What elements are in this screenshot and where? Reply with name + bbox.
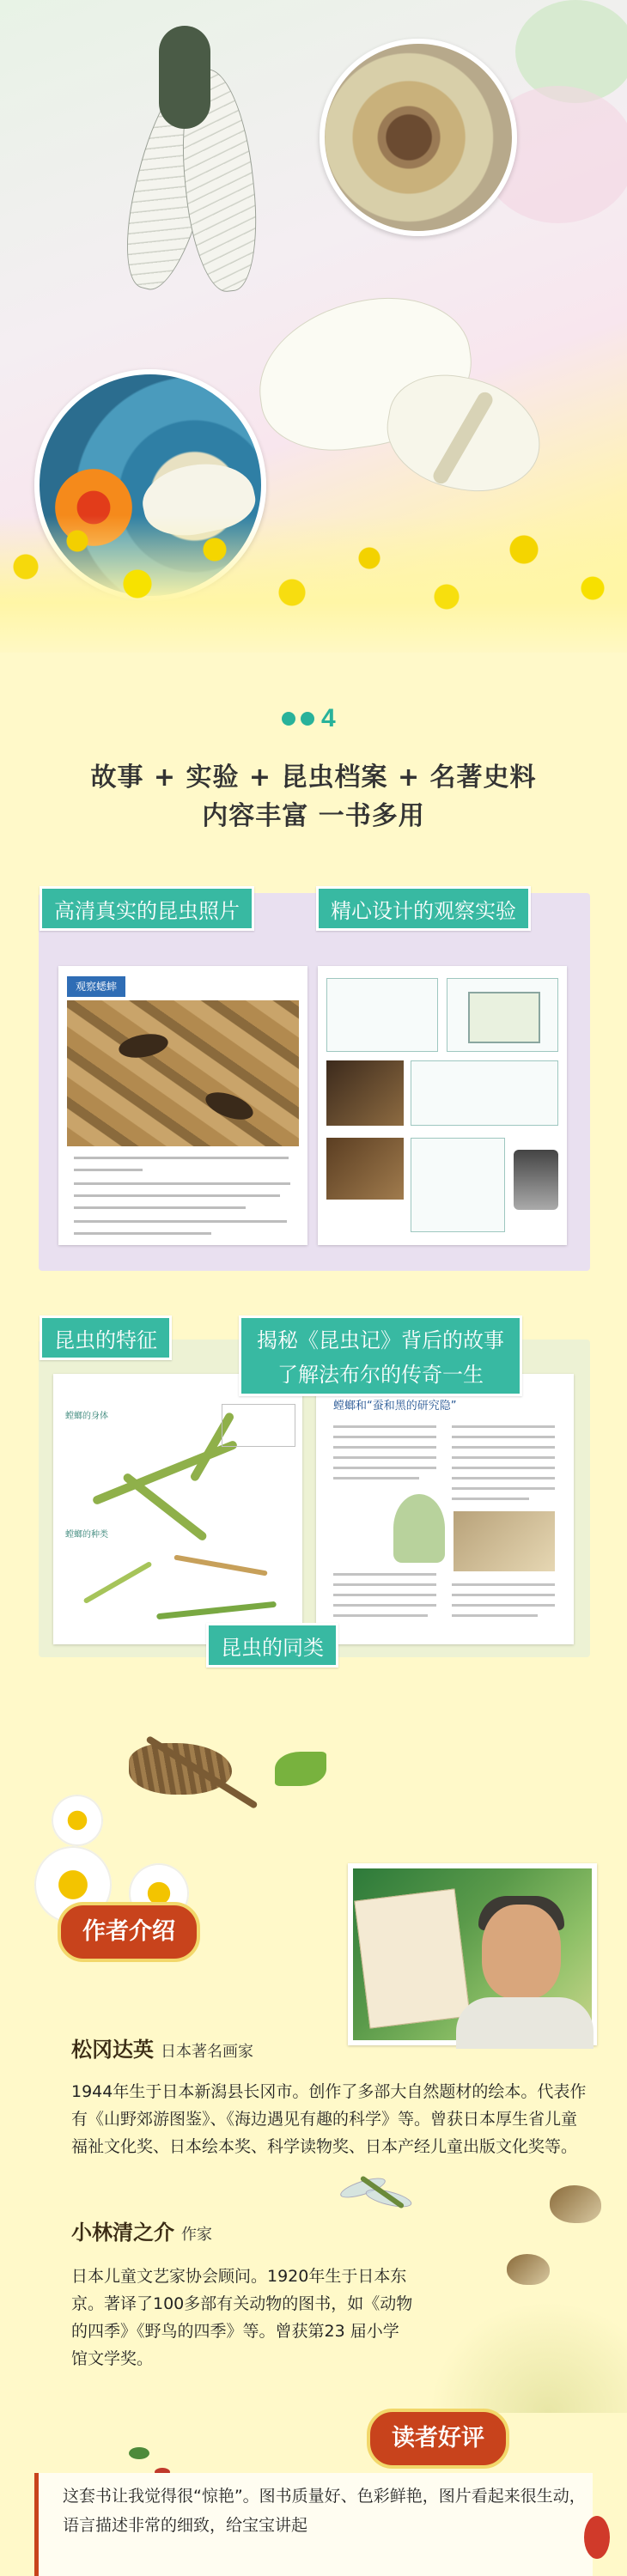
author-photo [348,1863,597,2045]
dot-icon [282,712,295,726]
bird-illustration [550,2185,601,2223]
section-number-text: 4 [321,704,336,732]
book-page-mantis [53,1374,302,1644]
book-page-cricket [58,966,307,1245]
leaf-decoration [275,1752,326,1786]
tag-insect-features: 昆虫的特征 [40,1315,172,1360]
tag-observation-experiments: 精心设计的观察实验 [316,886,531,931]
grasshopper-illustration [103,1717,249,1820]
story-heading: 螳螂和“蚕和黑的研究隐” [333,1400,457,1413]
book-page-experiments [318,966,567,1245]
author1-name-text: 松冈达英 [71,2038,154,2062]
mantis-types-heading: 螳螂的种类 [65,1530,108,1540]
review-box [34,2473,593,2576]
bird-illustration [507,2254,550,2285]
author1-title: 日本著名画家 [161,2043,253,2061]
reader-reviews-badge: 读者好评 [367,2409,509,2469]
feature-headline: 故事 + 实验 + 昆虫档案 + 名著史料 [90,762,537,793]
flower-decoration [584,2516,610,2559]
hero-illustration [0,0,627,653]
author-intro-badge: 作者介绍 [58,1902,200,1962]
cicada-photo [320,39,517,236]
cicada-illustration [103,0,266,309]
cricket-photo [67,1000,299,1146]
book-page-fabre-story [316,1374,574,1644]
author2-name-text: 小林清之介 [71,2221,174,2245]
mantis-body-heading: 螳螂的身体 [65,1412,108,1421]
author1-name [71,2032,253,2063]
feature-subheadline: 内容丰富 一书多用 [202,801,425,831]
tag-hd-photos: 高清真实的昆虫照片 [40,886,254,931]
author2-name [71,2215,212,2245]
grass-decoration [429,2301,627,2413]
dragonfly-illustration [339,2164,417,2233]
author2-title: 作家 [181,2226,212,2244]
tag-insect-relatives: 昆虫的同类 [206,1623,338,1668]
section-number [282,706,336,732]
rapeseed-flowers-decoration [0,515,627,653]
dot-icon [301,712,314,726]
review-text: 这套书让我觉得很“惊艳”。图书质量好、色彩鲜艳，图片看起来很生动，语言描述非常的细致，给宝宝讲起 [63,2487,586,2535]
tag-fabre-story: 揭秘《昆虫记》背后的故事 了解法布尔的传奇一生 [239,1315,522,1396]
daisy-decoration [52,1795,103,1846]
cabbage-butterfly-illustration [258,292,575,507]
author2-bio: 日本儿童文艺家协会顾问。1920年生于日本东京。著译了100多部有关动物的图书，如《动物的四季》《野鸟的四季》等。曾获第23 届小学馆文学奖。 [71,2267,413,2368]
beetle-illustration [129,2447,149,2459]
author1-bio: 1944年生于日本新潟县长冈市。创作了多部大自然题材的绘本。代表作有《山野郊游图鉴》、《海边遇见有趣的科学》等。曾获日本厚生省儿童福祉文化奖、日本绘本奖、科学读物奖、日本产经儿童出版文化奖等。 [71,2082,587,2156]
page-title-cricket: 观察蟋蟀 [67,976,125,997]
